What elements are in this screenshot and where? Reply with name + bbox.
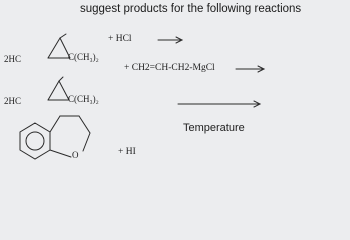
ring-oxygen-atom: O [72,150,79,160]
reaction-1-reagent: + HCl [108,34,132,44]
reaction-arrow-1 [158,37,182,43]
cyclopropane-ring-1 [48,34,70,58]
reaction-arrow-2 [236,66,264,72]
reaction-arrow-3 [178,101,260,107]
reaction-2-left-group: 2HC [4,96,22,106]
reaction-4-reagent: + HI [118,147,136,157]
fused-ring-structure [20,116,90,159]
page-title: suggest products for the following reactions [80,3,302,15]
cyclopropane-ring-2 [48,77,69,100]
reaction-condition-temperature: Temperature [183,122,245,134]
reaction-2-right-group: C(CH₃)₂ [68,94,99,104]
reaction-1-right-group: C(CH₃)₂ [68,52,99,62]
reaction-1-left-group: 2HC [4,54,22,64]
reaction-2-reagent: + CH2=CH-CH2-MgCl [124,63,215,73]
